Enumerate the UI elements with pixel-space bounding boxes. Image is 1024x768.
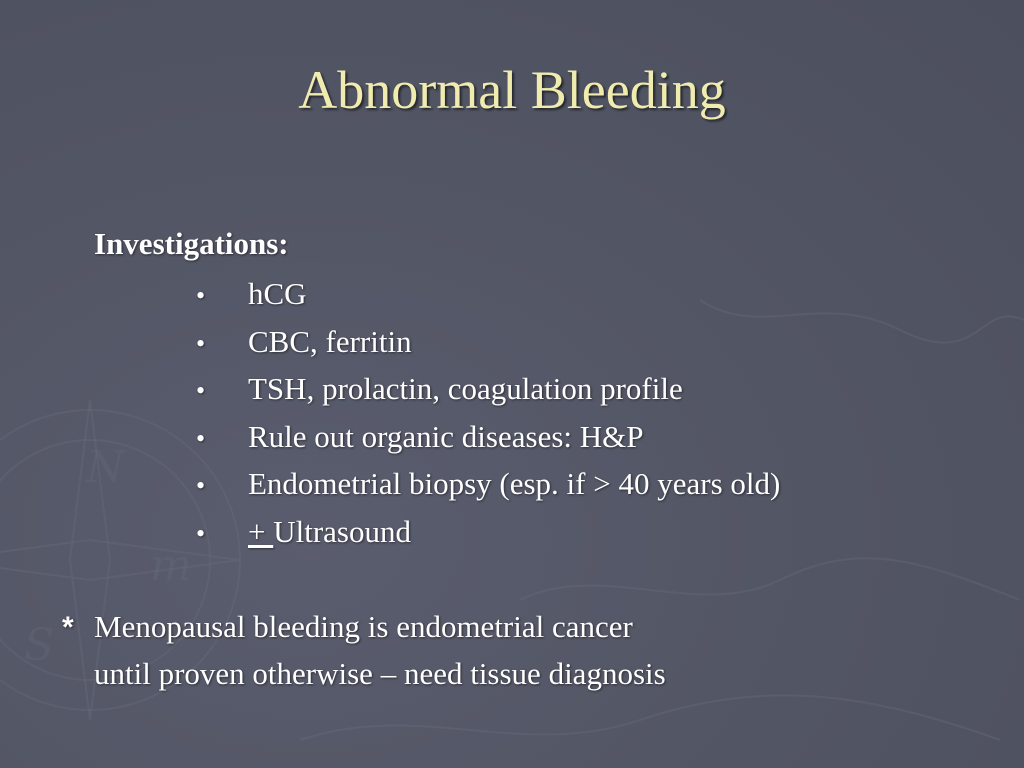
list-item-text: TSH, prolactin, coagulation profile bbox=[248, 371, 683, 406]
bullet-icon: • bbox=[196, 471, 206, 500]
bullet-icon: • bbox=[196, 518, 206, 548]
bullet-icon: • bbox=[196, 281, 206, 310]
bullet-icon: • bbox=[196, 328, 206, 358]
footnote-text-1: Menopausal bleeding is endometrial cancer bbox=[94, 609, 633, 644]
list-item-text: Rule out organic diseases: H&P bbox=[248, 418, 644, 454]
asterisk-icon: * bbox=[62, 611, 74, 644]
list-item-text: Endometrial biopsy (esp. if > 40 years old) bbox=[248, 466, 781, 501]
bullet-icon: • bbox=[196, 423, 206, 453]
slide-title: Abnormal Bleeding bbox=[298, 60, 726, 120]
plus-minus-prefix: + bbox=[248, 513, 274, 549]
svg-text:S: S bbox=[24, 620, 55, 671]
footnote-line-1 bbox=[62, 604, 666, 651]
footnote-text-2: until proven otherwise – need tissue diagnosis bbox=[94, 656, 666, 691]
list-item bbox=[196, 413, 780, 461]
list-item-text: CBC, ferritin bbox=[248, 323, 412, 359]
list-item-text: hCG bbox=[248, 276, 307, 311]
footnote bbox=[62, 604, 666, 697]
list-item bbox=[196, 270, 780, 318]
list-item-text: Ultrasound bbox=[273, 513, 411, 549]
svg-text:N: N bbox=[86, 442, 125, 493]
section-heading: Investigations: bbox=[94, 226, 289, 261]
bullet-icon: • bbox=[196, 376, 206, 405]
investigation-list bbox=[196, 270, 780, 555]
list-item bbox=[196, 365, 780, 413]
list-item bbox=[196, 318, 780, 366]
list-item bbox=[196, 460, 780, 508]
list-item bbox=[196, 508, 780, 556]
svg-text:m: m bbox=[150, 540, 192, 591]
